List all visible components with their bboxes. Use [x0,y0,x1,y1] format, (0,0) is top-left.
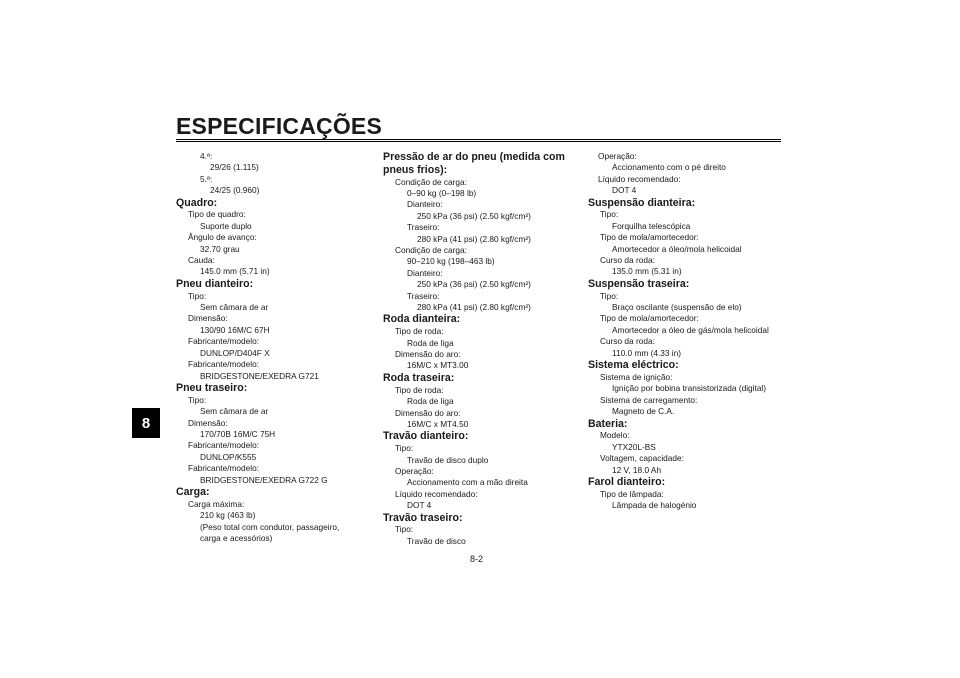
spec-label: Tipo de roda: [395,326,444,337]
section-heading-front-tire: Pneu dianteiro: [176,277,254,290]
section-heading-rear-tire: Pneu traseiro: [176,381,248,394]
spec-label: Ângulo de avanço: [188,232,257,243]
spec-value: 0–90 kg (0–198 lb) [407,188,477,198]
spec-value: 90–210 kg (198–463 lb) [407,256,495,267]
spec-label: Voltagem, capacidade: [600,453,684,464]
spec-value: DUNLOP/D404F X [200,347,270,358]
spec-label: Tipo: [600,290,619,301]
spec-value: Braço oscilante (suspensão de elo) [612,302,742,313]
spec-label: Traseiro: [407,290,440,301]
spec-value: 16M/C x MT3.00 [407,360,469,371]
spec-value: Amortecedor a óleo de gás/mola helicoidal [612,324,769,335]
spec-label: Tipo de quadro: [188,209,246,220]
section-heading-frame: Quadro: [176,196,218,209]
spec-value: DOT 4 [407,500,432,511]
spec-label: Tipo: [395,443,414,454]
spec-value: 29/26 (1.115) [210,162,259,173]
spec-value: BRIDGESTONE/EXEDRA G722 G [200,474,328,485]
spec-value: Accionamento com o pé direito [612,162,726,173]
spec-label: Tipo: [188,394,207,405]
spec-label: Modelo: [600,430,630,441]
section-heading-front-suspension: Suspensão dianteira: [588,196,696,209]
spec-value: 250 kPa (36 psi) (2.50 kgf/cm²) [417,279,531,290]
spec-note: carga e acessórios) [200,532,273,543]
spec-label: Líquido recomendado: [395,488,478,499]
section-heading-headlight: Farol dianteiro: [588,475,666,488]
spec-label: Dimensão: [188,417,228,428]
spec-value: Roda de liga [407,337,454,348]
section-heading-front-wheel: Roda dianteira: [383,313,461,326]
section-heading-load: Carga: [176,485,210,498]
spec-label: Sistema de ignição: [600,371,673,382]
spec-label: Condição de carga: [395,245,467,256]
section-heading-rear-suspension: Suspensão traseira: [588,277,690,290]
spec-label: Tipo de lâmpada: [600,488,664,499]
spec-label: Carga máxima: [188,498,245,509]
section-heading-electrical: Sistema eléctrico: [588,359,679,372]
spec-label: Condição de carga: [395,176,467,187]
section-heading-front-brake: Travão dianteiro: [383,430,469,443]
section-heading-tire-pressure-cont: pneus frios): [383,163,448,176]
spec-label: Tipo de roda: [395,384,444,395]
spec-value: 24/25 (0.960) [210,185,260,196]
spec-label: Curso da roda: [600,336,655,347]
spec-label: Fabricante/modelo: [188,463,260,474]
spec-value: 145.0 mm (5.71 in) [200,266,270,277]
spec-value: Forquilha telescópica [612,220,691,231]
column-2 [383,151,573,547]
spec-label: Tipo de mola/amortecedor: [600,313,699,324]
spec-value: Travão de disco duplo [407,454,489,465]
spec-label: Tipo: [600,209,619,220]
spec-value: DOT 4 [612,185,637,196]
spec-value: Roda de liga [407,396,454,407]
spec-label: Operação: [395,465,434,476]
spec-value: Lâmpada de halogénio [612,500,697,511]
spec-value: 280 kPa (41 psi) (2.80 kgf/cm²) [417,302,531,313]
spec-label: Fabricante/modelo: [188,336,260,347]
spec-value: BRIDGESTONE/EXEDRA G721 [200,370,319,381]
page-title: ESPECIFICAÇÕES [176,113,383,139]
spec-label: Dimensão do aro: [395,349,461,360]
spec-label: Líquido recomendado: [598,173,681,184]
spec-label: Tipo de mola/amortecedor: [600,232,699,243]
spec-value: Amortecedor a óleo/mola helicoidal [612,243,742,254]
spec-value: 130/90 16M/C 67H [200,324,270,335]
chapter-tab: 8 [132,408,160,438]
spec-value: 280 kPa (41 psi) (2.80 kgf/cm²) [417,233,531,244]
spec-label: Dimensão: [188,313,228,324]
section-heading-tire-pressure: Pressão de ar do pneu (medida com [383,151,565,163]
spec-value: DUNLOP/K555 [200,451,257,462]
spec-label: Dianteiro: [407,199,443,210]
spec-value: 32.70 grau [200,243,240,254]
section-heading-rear-wheel: Roda traseira: [383,371,455,384]
spec-label: Tipo: [395,524,414,535]
spec-value: Sem câmara de ar [200,302,269,313]
spec-note: (Peso total com condutor, passageiro, [200,521,340,532]
column-3 [588,151,788,512]
spec-label: Curso da roda: [600,255,655,266]
spec-value: 12 V, 18.0 Ah [612,464,662,475]
spec-value: Accionamento com a mão direita [407,477,528,488]
section-heading-rear-brake: Travão traseiro: [383,511,463,524]
spec-label: Operação: [598,151,637,161]
spec-value: 110.0 mm (4.33 in) [612,347,682,358]
spec-label: 4.ª: [200,151,213,161]
spec-label: Traseiro: [407,222,440,233]
section-heading-battery: Bateria: [588,417,628,430]
spec-value: Sem câmara de ar [200,406,269,417]
spec-label: Dianteiro: [407,267,443,278]
spec-label: Tipo: [188,290,207,301]
spec-value: Ignição por bobina transistorizada (digital) [612,383,767,394]
spec-value: 135.0 mm (5.31 in) [612,266,682,277]
spec-value: 16M/C x MT4.50 [407,418,469,429]
spec-label: Fabricante/modelo: [188,440,260,451]
spec-label: Dimensão do aro: [395,407,461,418]
page-number: 8-2 [470,554,484,564]
spec-label: Cauda: [188,255,215,266]
spec-value: Magneto de C.A. [612,406,675,417]
spec-value: Travão de disco [407,535,466,546]
spec-value: 210 kg (463 lb) [200,510,256,521]
spec-value: Suporte duplo [200,220,252,231]
column-1 [176,151,366,544]
spec-label: 5.ª: [200,173,213,184]
title-rule [176,139,781,142]
spec-label: Fabricante/modelo: [188,359,260,370]
spec-value: YTX20L-BS [612,441,656,452]
spec-value: 250 kPa (36 psi) (2.50 kgf/cm²) [417,210,531,221]
spec-value: 170/70B 16M/C 75H [200,428,276,439]
spec-label: Sistema de carregamento: [600,394,698,405]
